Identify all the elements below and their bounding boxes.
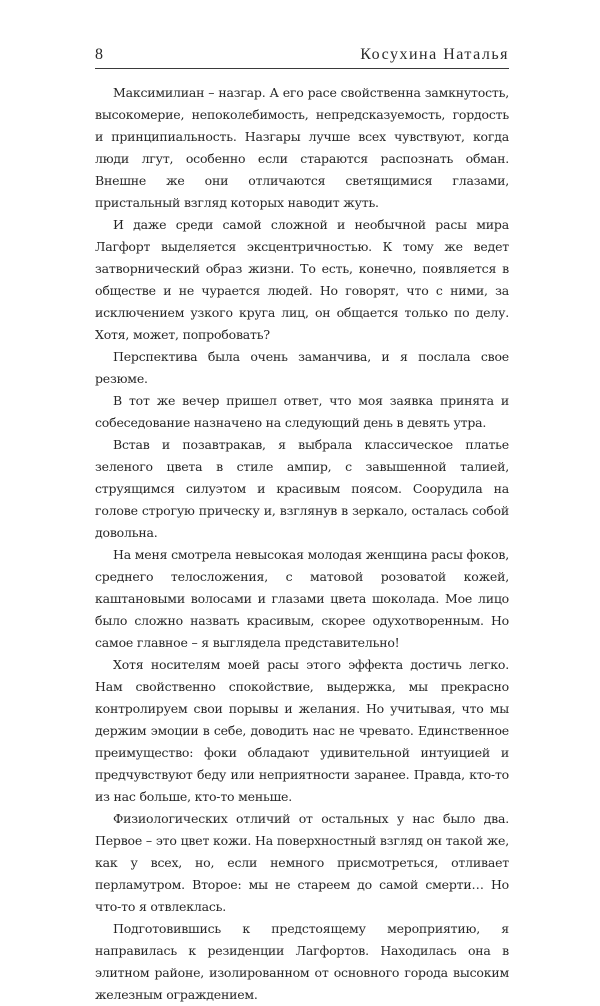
paragraph: Подготовившись к предстоящему мероприятию, я направилась к резиденции Лагфортов. Находилась она в элитном районе, изолированном от основного города высоким железным ограждением.	[95, 921, 509, 1002]
author-name: Косухина Наталья	[360, 46, 509, 63]
body-text	[95, 82, 509, 1006]
running-header	[95, 40, 509, 64]
page-number: 8	[95, 46, 104, 63]
paragraph: Встав и позавтракав, я выбрала классическое платье зеленого цвета в стиле ампир, с завышенной талией, струящимся силуэтом и красивым поясом. Соорудила на голове строгую прическу и, взглянув в зеркало, осталась собой довольна.	[95, 437, 509, 540]
paragraph: И даже среди самой сложной и необычной расы мира Лагфорт выделяется эксцентричностью. К тому же ведет затворнический образ жизни. То есть, конечно, появляется в обществе и не чурается людей. Но говорят, что с ними, за исключением узкого круга лиц, он общается только по делу. Хотя, может, попробовать?	[95, 217, 509, 342]
paragraph: Максимилиан – назгар. А его расе свойственна замкнутость, высокомерие, непоколебимость, непредсказуемость, гордость и принципиальность. Назгары лучше всех чувствуют, когда люди лгут, особенно если стараются распознать обман. Внешне же они отличаются светящимися глазами, пристальный взгляд которых наводит жуть.	[95, 85, 509, 210]
paragraph: В тот же вечер пришел ответ, что моя заявка принята и собеседование назначено на следующий день в девять утра.	[95, 393, 509, 430]
paragraph: Перспектива была очень заманчива, и я послала свое резюме.	[95, 349, 509, 386]
paragraph: Хотя носителям моей расы этого эффекта достичь легко. Нам свойственно спокойствие, выдержка, мы прекрасно контролируем свои порывы и желания. Но учитывая, что мы держим эмоции в себе, доводить нас не чревато. Единственное преимущество: фоки обладают удивительной интуицией и предчувствуют беду или неприятности заранее. Правда, кто-то из нас больше, кто-то меньше.	[95, 657, 509, 804]
paragraph: Физиологических отличий от остальных у нас было два. Первое – это цвет кожи. На поверхностный взгляд он такой же, как у всех, но, если немного присмотреться, отливает перламутром. Второе: мы не стареем до самой смерти… Но что-то я отвлеклась.	[95, 811, 509, 914]
header-rule	[95, 68, 509, 69]
paragraph: На меня смотрела невысокая молодая женщина расы фоков, среднего телосложения, с матовой розоватой кожей, каштановыми волосами и глазами цвета шоколада. Мое лицо было сложно назвать красивым, скорее одухотворенным. Но самое главное – я выглядела представительно!	[95, 547, 509, 650]
